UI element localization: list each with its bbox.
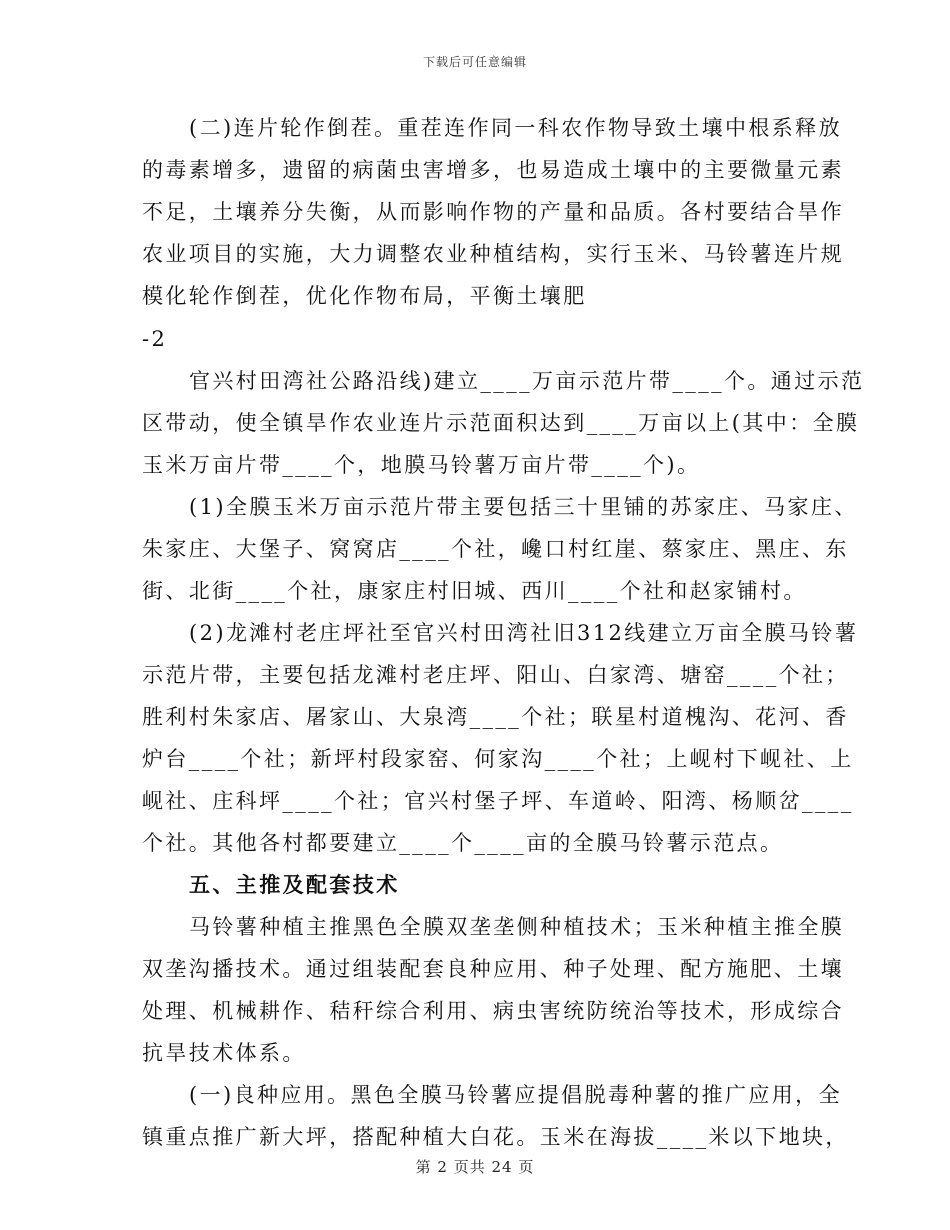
paragraph-line: 街、北街____个社，康家庄村旧城、西川____个社和赵家铺村。 <box>142 579 807 603</box>
paragraph-line: (2)龙滩村老庄坪社至官兴村田湾社旧312线建立万亩全膜马铃薯 <box>189 621 859 645</box>
paragraph-line: 抗旱技术体系。 <box>142 1041 306 1065</box>
page-header: 下载后可任意编辑 <box>422 55 527 69</box>
paragraph-line: 朱家庄、大堡子、窝窝店____个社，巉口村红崖、蔡家庄、黑庄、东 <box>142 537 849 561</box>
paragraph-line: 不足，土壤养分失衡，从而影响作物的产量和品质。各村要结合旱作 <box>142 200 844 224</box>
paragraph-line: 镇重点推广新大坪，搭配种植大白花。玉米在海拔____米以下地块， <box>142 1125 849 1149</box>
page-footer: 第 2 页共 24 页 <box>415 1158 535 1176</box>
section-heading: 五、主推及配套技术 <box>189 872 400 897</box>
paragraph-line: 胜利村朱家店、屠家山、大泉湾____个社；联星村道槐沟、花河、香 <box>142 705 849 729</box>
paragraph-line: (二)连片轮作倒茬。重茬连作同一科农作物导致土壤中根系释放 <box>189 116 842 140</box>
paragraph-line: (1)全膜玉米万亩示范片带主要包括三十里铺的苏家庄、马家庄、 <box>189 495 858 519</box>
paragraph-line: (一)良种应用。黑色全膜马铃薯应提倡脱毒种薯的推广应用，全 <box>189 1083 842 1107</box>
paragraph-line: 炉台____个社；新坪村段家窑、何家沟____个社；上岘村下岘社、上 <box>142 747 854 771</box>
paragraph-line: 区带动，使全镇旱作农业连片示范面积达到____万亩以上(其中：全膜 <box>142 411 860 435</box>
paragraph-line: 的毒素增多，遗留的病菌虫害增多，也易造成土壤中的主要微量元素 <box>142 158 844 182</box>
paragraph-line: 岘社、庄科坪____个社；官兴村堡子坪、车道岭、阳湾、杨顺岔____ <box>142 789 854 813</box>
paragraph-line: 官兴村田湾社公路沿线)建立____万亩示范片带____个。通过示范 <box>189 369 865 393</box>
paragraph-line: 示范片带，主要包括龙滩村老庄坪、阳山、白家湾、塘窑____个社； <box>142 663 849 687</box>
paragraph-line: 马铃薯种植主推黑色全膜双垄垄侧种植技术；玉米种植主推全膜 <box>189 915 845 939</box>
paragraph-line: 处理、机械耕作、秸秆综合利用、病虫害统防统治等技术，形成综合 <box>142 999 844 1023</box>
paragraph-line: 玉米万亩片带____个，地膜马铃薯万亩片带____个)。 <box>142 453 701 477</box>
paragraph-line: 农业项目的实施，大力调整农业种植结构，实行玉米、马铃薯连片规 <box>142 242 844 266</box>
paragraph-line: 双垄沟播技术。通过组装配套良种应用、种子处理、配方施肥、土壤 <box>142 957 844 981</box>
page-fragment-number: -2 <box>142 327 168 351</box>
paragraph-line: 个社。其他各村都要建立____个____亩的全膜马铃薯示范点。 <box>142 831 784 855</box>
paragraph-line: 模化轮作倒茬，优化作物布局，平衡土壤肥 <box>142 284 587 308</box>
